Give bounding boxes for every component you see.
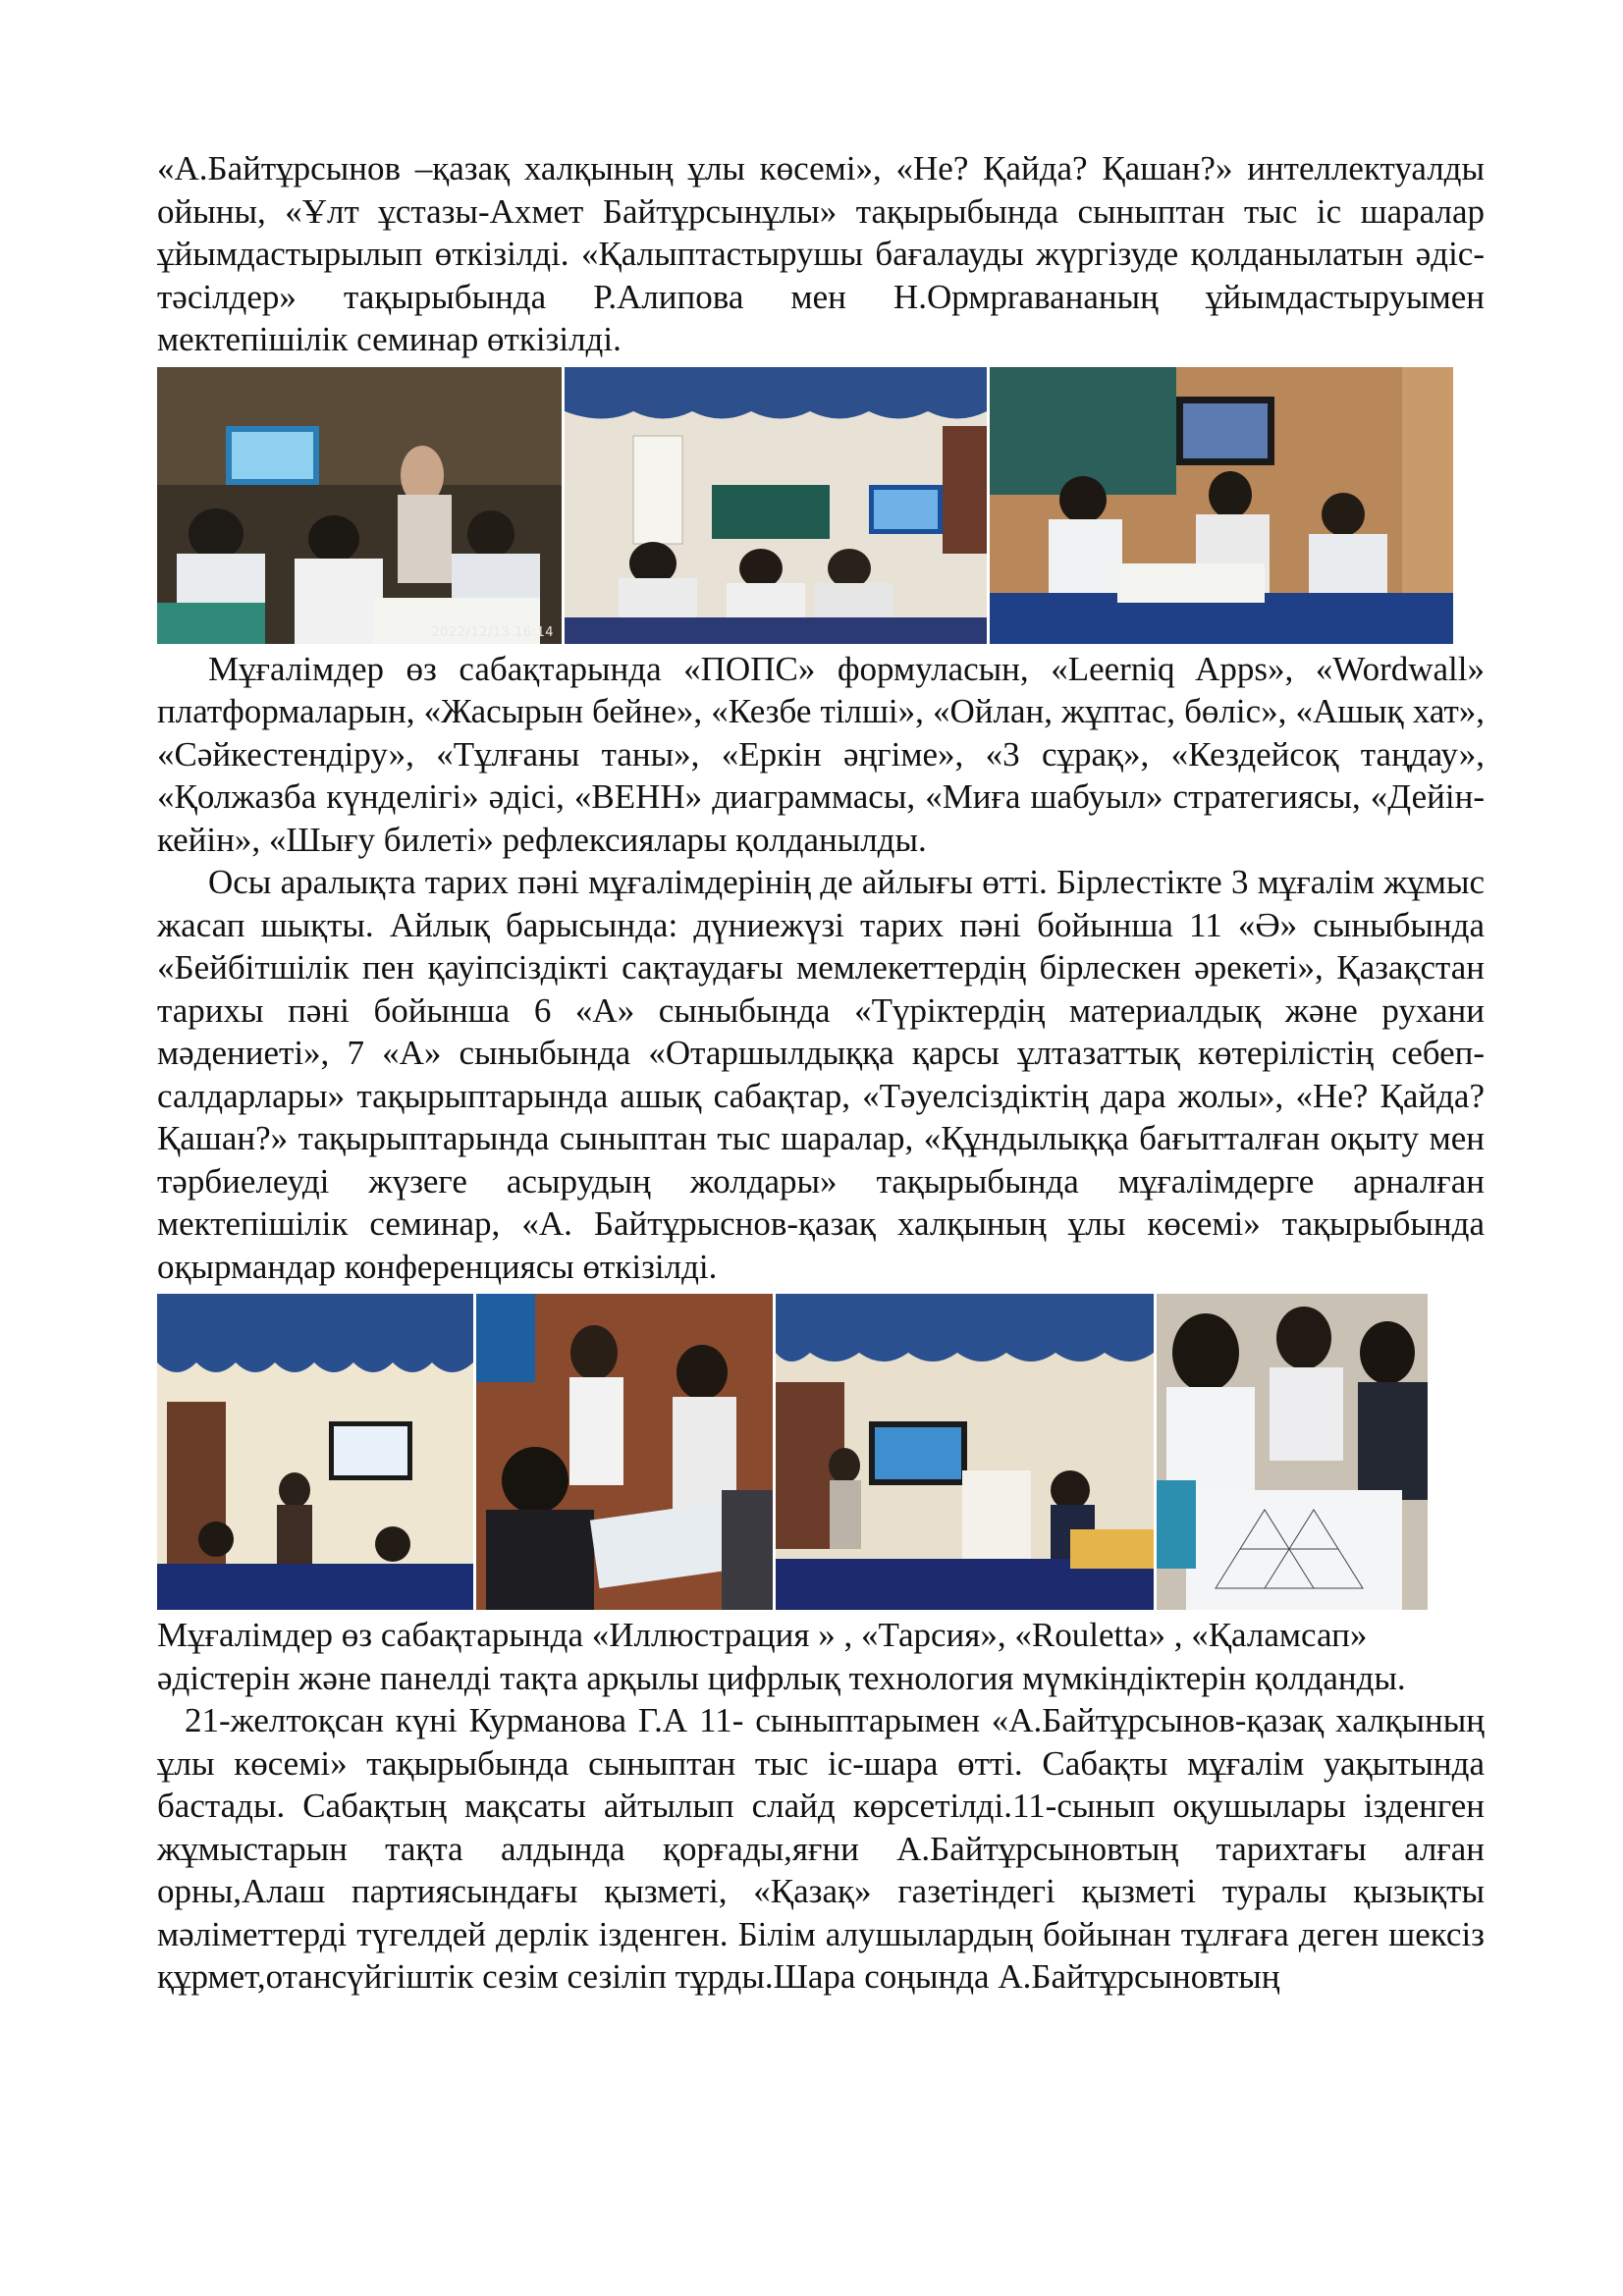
classroom-photo-5 — [476, 1294, 773, 1610]
classroom-photo-2 — [565, 367, 987, 644]
photo-timestamp: 2022/12/13 16:14 — [431, 624, 554, 640]
paragraph-5: 21-желтоқсан күні Курманова Г.А 11- сыныптарымен «А.Байтұрсынов-қазақ халқының ұлы көсемі» тақырыбында сыныптан тыс іс-шара өтті. Сабақты мұғалім уақытында бастады. Сабақтың мақсаты айтылып слайд көрсетілді.11-сынып оқушылары ізденген жұмыстарын тақта алдында қорғады,яғни А.Байтұрсыновтың тарихтағы алған орны,Алаш партиясындағы қызметі, «Қазақ» газетіндегі қызметі туралы қызықты мәліметтерді түгелдей дерлік ізденген. Білім алушылардың бойынан тұлғаға деген шексіз құрмет,отансүйгіштік сезім сезіліп тұрды.Шара соңында А.Байтұрсыновтың — [157, 1701, 1485, 1996]
paragraph-2: Мұғалімдер өз сабақтарында «ПОПС» формуласын, «Leerniq Apps», «Wordwall» платформаларын, «Жасырын бейне», «Кезбе тілші», «Ойлан, жұптас, бөліс», «Ашық хат», «Сәйкестендіру», «Тұлғаны таны», «Еркін әңгіме», «3 сұрақ», «Кездейсоқ таңдау», «Қолжазба күнделігі» әдісі, «ВЕНН» диаграммасы, «Миға шабуыл» стратегиясы, «Дейін-кейін», «Шығу билеті» рефлексиялары қолданылды. — [157, 649, 1485, 859]
paragraph-3: Осы аралықта тарих пәні мұғалімдерінің де айлығы өтті. Бірлестікте 3 мұғалім жұмыс жасап шықты. Айлық барысында: дүниежүзі тарих пәні бойынша 11 «Ә» сыныбында «Бейбітшілік пен қауіпсіздікті сақтаудағы мемлекеттердің бірлескен әрекеті», Қазақстан тарихы пәні бойынша 6 «А» сыныбында «Түріктердің материалдық және рухани мәдениеті», 7 «А» сыныбында «Отаршылдыққа қарсы ұлтазаттық көтерілістің себеп-салдарлары» тақырыптарында ашық сабақтар, «Тәуелсіздіктің дара жолы», «Не? Қайда? Қашан?» тақырыптарында сыныптан тыс шаралар, «Құндылыққа бағытталған оқыту мен тәрбиелеуді жүзеге асырудың жолдары» тақырыбында мұғалімдерге арналған мектепішілік семинар, «А. Байтұрыснов-қазақ халқының ұлы көсемі» тақырыбында оқырмандар конференциясы өткізілді. — [157, 863, 1485, 1286]
photo-row-2 — [157, 1294, 1485, 1610]
classroom-photo-7 — [1157, 1294, 1428, 1610]
photo-row-1 — [157, 367, 1485, 644]
classroom-photo-3 — [990, 367, 1453, 644]
paragraph-4: Мұғалімдер өз сабақтарында «Иллюстрация » , «Тарсия», «Roulettа» , «Қаламсап» әдістерін және панелді тақта арқылы цифрлық технология мүмкіндіктерін қолданды. — [157, 1616, 1406, 1697]
classroom-photo-6 — [776, 1294, 1154, 1610]
classroom-photo-1 — [157, 367, 562, 644]
classroom-photo-4 — [157, 1294, 473, 1610]
document-page — [157, 147, 1485, 1999]
paragraph-1: «А.Байтұрсынов –қазақ халқының ұлы көсемі», «Не? Қайда? Қашан?» интеллектуалды ойыны, «Ұлт ұстазы-Ахмет Байтұрсынұлы» тақырыбында сыныптан тыс іс шаралар ұйымдастырылып өткізілді. «Қалыптастырушы бағалауды жүргізуде қолданылатын әдіс-тәсілдер» тақырыбында Р.Алипова мен Н.Ормpraвананың ұйымдастыруымен мектепішілік семинар өткізілді. — [157, 149, 1485, 358]
